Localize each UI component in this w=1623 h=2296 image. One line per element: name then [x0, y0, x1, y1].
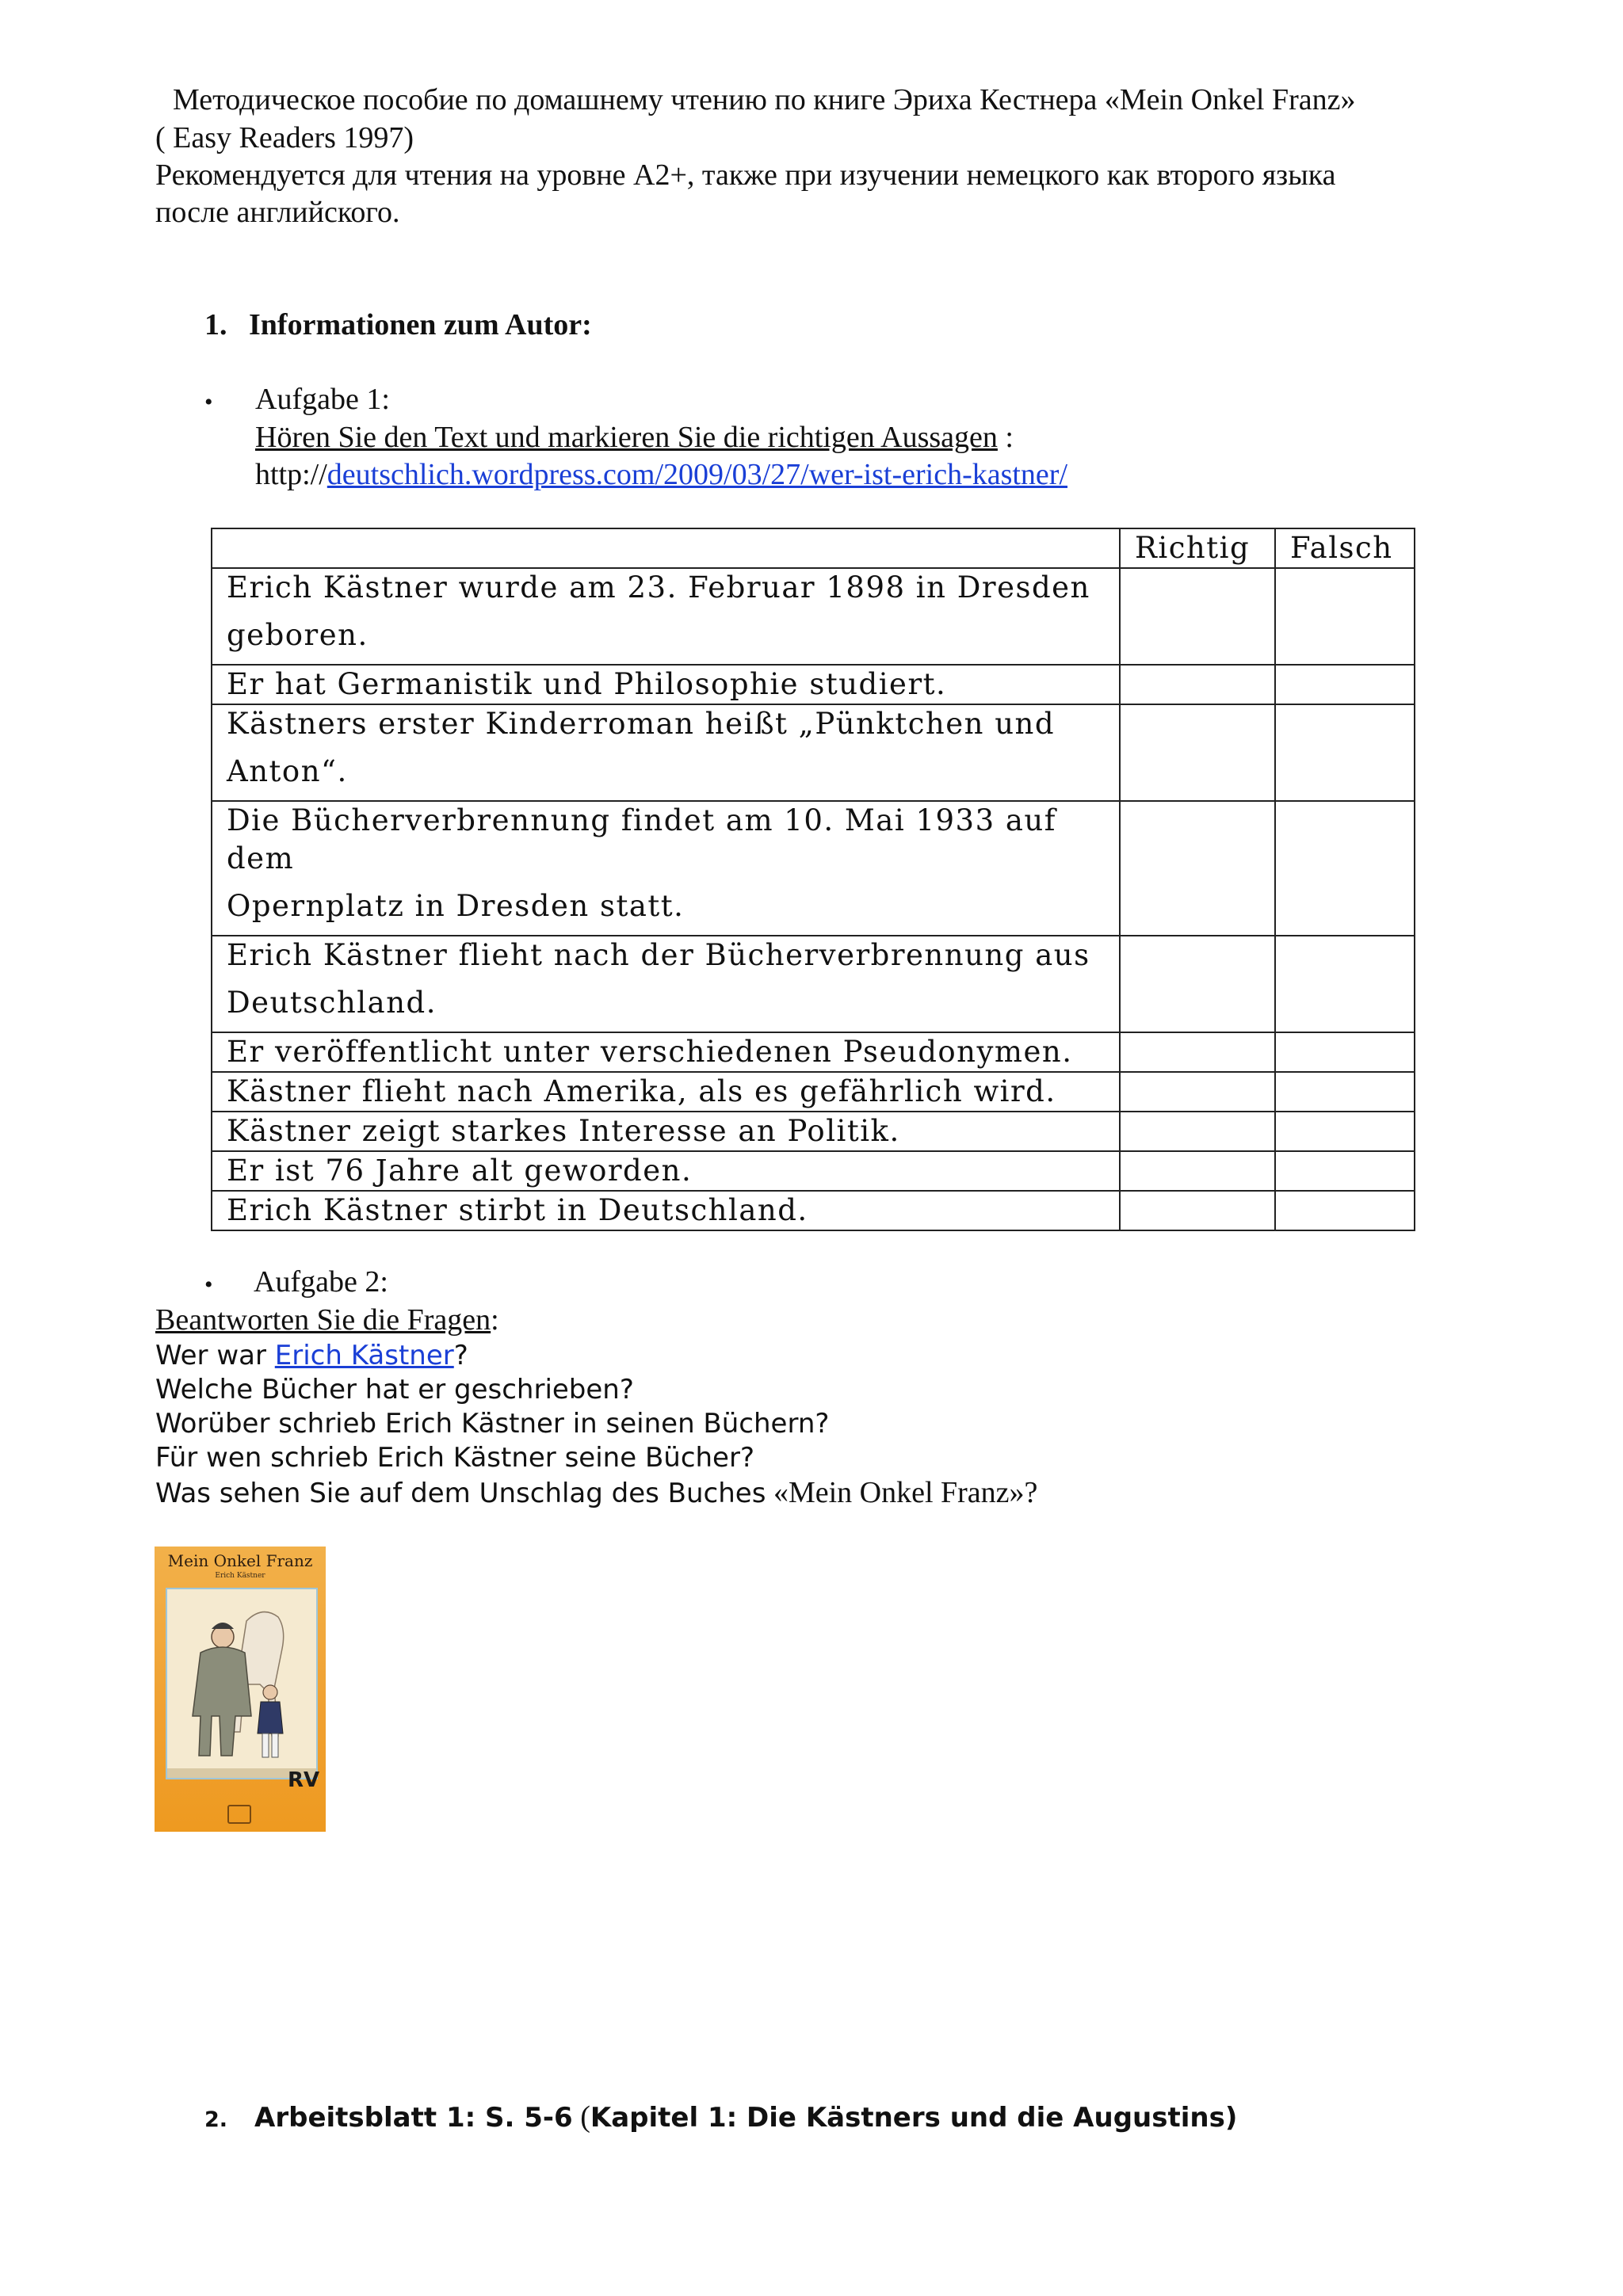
falsch-cell[interactable] [1275, 801, 1415, 936]
cover-author: Erich Kästner [215, 1572, 265, 1580]
question-5-title: «Mein Onkel Franz»? [766, 1476, 1038, 1509]
author-info-link[interactable]: deutschlich.wordpress.com/2009/03/27/wer-ist-erich-kastner/ [327, 458, 1068, 491]
statement-cell: Er veröffentlicht unter verschiedenen Pseudonymen. [212, 1032, 1120, 1072]
cover-logo: RV [288, 1768, 320, 1792]
falsch-cell[interactable] [1275, 1151, 1415, 1191]
richtig-cell[interactable] [1120, 936, 1275, 1032]
section-2-paren: ( [572, 2100, 590, 2134]
section-2-number: 2. [204, 2107, 228, 2132]
statements-table [211, 528, 1415, 1231]
task-1-url [255, 456, 1067, 494]
section-1-heading [204, 306, 592, 344]
question-4: Für wen schrieb Erich Kästner seine Bücher? [155, 1442, 755, 1474]
task-2-instruction-suffix: : [491, 1303, 499, 1337]
statement-cell: Kästner flieht nach Amerika, als es gefährlich wird. [212, 1072, 1120, 1112]
richtig-cell[interactable] [1120, 1032, 1275, 1072]
question-5-prefix: Was sehen Sie auf dem Unschlag des Buches [155, 1478, 766, 1509]
table-row [212, 665, 1415, 704]
section-1-title: Informationen zum Autor: [249, 308, 592, 341]
table-row [212, 1032, 1415, 1072]
statement-cell: Er hat Germanistik und Philosophie studiert. [212, 665, 1120, 704]
task-2-instruction [155, 1301, 499, 1339]
statement-line: Deutschland. [227, 986, 437, 1020]
task-1-instruction-suffix: : [997, 421, 1014, 454]
cover-title: Mein Onkel Franz [167, 1551, 313, 1570]
statement-cell [212, 568, 1120, 665]
question-1-suffix: ? [453, 1340, 468, 1371]
intro-line-1: Методическое пособие по домашнему чтению по книге Эриха Кестнера «Mein Onkel Franz» [173, 83, 1356, 116]
task-2-instruction-text: Beantworten Sie die Fragen [155, 1303, 491, 1337]
falsch-cell[interactable] [1275, 1191, 1415, 1230]
falsch-cell[interactable] [1275, 665, 1415, 704]
richtig-cell[interactable] [1120, 801, 1275, 936]
statement-cell: Erich Kästner stirbt in Deutschland. [212, 1191, 1120, 1230]
table-row [212, 801, 1415, 936]
question-2: Welche Bücher hat er geschrieben? [155, 1374, 634, 1405]
cover-illustration [166, 1588, 318, 1779]
table-row [212, 704, 1415, 801]
question-3: Worüber schrieb Erich Kästner in seinen Büchern? [155, 1408, 830, 1440]
cover-illustration-svg [167, 1589, 316, 1778]
table-row [212, 1151, 1415, 1191]
richtig-cell[interactable] [1120, 1072, 1275, 1112]
publisher-badge-icon [227, 1805, 251, 1824]
statement-line: Anton“. [227, 754, 348, 788]
erich-kaestner-link[interactable]: Erich Kästner [274, 1340, 454, 1371]
table-header-richtig: Richtig [1120, 528, 1275, 568]
falsch-cell[interactable] [1275, 1112, 1415, 1151]
richtig-cell[interactable] [1120, 568, 1275, 665]
statement-cell: Er ist 76 Jahre alt geworden. [212, 1151, 1120, 1191]
table-row [212, 568, 1415, 665]
section-1-number: 1. [204, 308, 227, 341]
task-1-title: Aufgabe 1: [255, 383, 390, 416]
table-header-row [212, 528, 1415, 568]
question-1-prefix: Wer war [155, 1340, 275, 1371]
statement-line: Erich Kästner flieht nach der Bücherverbrennung aus [227, 938, 1090, 972]
section-2-chapter: Kapitel 1: Die Kästners und die Augustins) [590, 2102, 1238, 2134]
richtig-cell[interactable] [1120, 665, 1275, 704]
richtig-cell[interactable] [1120, 1151, 1275, 1191]
falsch-cell[interactable] [1275, 704, 1415, 801]
question-1 [155, 1339, 468, 1373]
richtig-cell[interactable] [1120, 1112, 1275, 1151]
section-2-heading [204, 2100, 1237, 2138]
bullet-icon: • [204, 389, 213, 415]
falsch-cell[interactable] [1275, 1032, 1415, 1072]
statement-cell [212, 801, 1120, 936]
book-cover-image [155, 1547, 326, 1832]
statement-cell [212, 704, 1120, 801]
statement-line: Kästners erster Kinderroman heißt „Pünktchen und [227, 707, 1056, 741]
statement-line: Die Bücherverbrennung findet am 10. Mai 1933 auf dem [227, 803, 1056, 875]
task-2-title: Aufgabe 2: [254, 1265, 388, 1299]
question-5 [155, 1474, 1037, 1512]
intro-line-2: ( Easy Readers 1997) [155, 121, 414, 154]
richtig-cell[interactable] [1120, 704, 1275, 801]
statement-line: geboren. [227, 618, 369, 652]
falsch-cell[interactable] [1275, 568, 1415, 665]
url-prefix: http:// [255, 458, 327, 491]
falsch-cell[interactable] [1275, 1072, 1415, 1112]
statement-line: Erich Kästner wurde am 23. Februar 1898 in Dresden [227, 570, 1090, 605]
statement-cell [212, 936, 1120, 1032]
table-row [212, 1191, 1415, 1230]
intro-line-4: после английского. [155, 196, 400, 229]
table-header-falsch: Falsch [1275, 528, 1415, 568]
table-row [212, 1072, 1415, 1112]
task-1-instruction [255, 418, 1014, 456]
table-row [212, 936, 1415, 1032]
bullet-icon: • [204, 1272, 213, 1298]
statement-line: Opernplatz in Dresden statt. [227, 889, 685, 923]
table-header-statement [212, 528, 1120, 568]
table-row [212, 1112, 1415, 1151]
falsch-cell[interactable] [1275, 936, 1415, 1032]
intro-line-3: Рекомендуется для чтения на уровне А2+, также при изучении немецкого как второго языка [155, 158, 1336, 192]
statement-cell: Kästner zeigt starkes Interesse an Politik. [212, 1112, 1120, 1151]
richtig-cell[interactable] [1120, 1191, 1275, 1230]
task-1-instruction-text: Hören Sie den Text und markieren Sie die richtigen Aussagen [255, 421, 998, 454]
section-2-title: Arbeitsblatt 1: S. 5-6 [254, 2102, 573, 2134]
